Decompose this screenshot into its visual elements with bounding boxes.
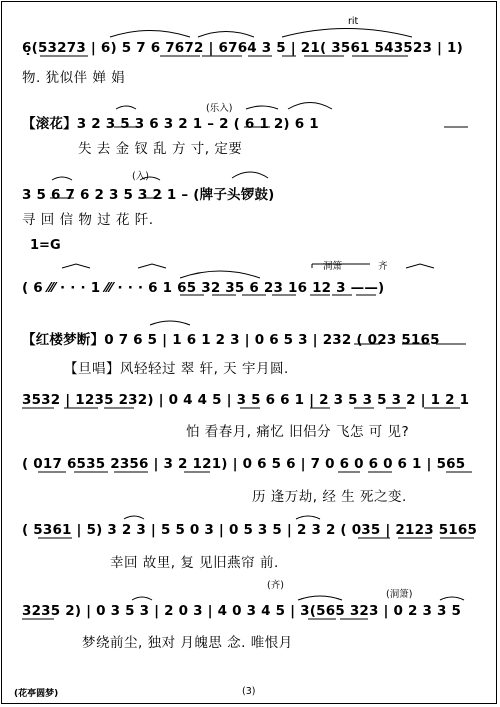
notation-line-5: 【红楼梦断】0 7 6 5 | 1 6 1 2 3 | 0 6 5 3 | 232 ( 023 5165 [22, 332, 440, 348]
slur [440, 597, 464, 600]
notation-line-4: ( 6 ⁄⁄⁄ · · · 1 ⁄⁄⁄ · · · 6 1 65 32 35 6 23 16 12 3 ——) [22, 280, 385, 296]
page-number: (3) [242, 686, 256, 697]
slur [232, 172, 268, 178]
slur [288, 103, 332, 110]
lyrics-line-9: 梦绕前尘, 独对 月魄思 念. 唯恨月 [82, 635, 293, 651]
slur [150, 321, 190, 325]
slur [116, 106, 136, 109]
slur [110, 31, 190, 38]
dongxiao-mark-2: (洞箫) [386, 589, 413, 600]
lyrics-line-7: 历 逢万劫, 经 生 死之变. [252, 489, 407, 505]
rit-mark: rit [348, 16, 359, 27]
crescendo-mark [406, 264, 434, 268]
slur [124, 516, 144, 519]
dongxiao-mark-1: 洞箫 [323, 261, 343, 272]
notation-line-6: 3532 | 1235 232) | 0 4 4 5 | 3 5 6 6 1 | 2 3 5 3 5 3 2 | 1 2 1 [22, 392, 470, 408]
notation-line-1: 6̣(53273 | 6) 5 7 6 7672 | 6764 3 5 | 21( 3561 543523 | 1) [22, 40, 463, 56]
crescendo-mark [138, 264, 166, 268]
slur [298, 596, 342, 600]
slur [246, 106, 278, 109]
lyrics-line-5: 【旦唱】风轻轻过 翠 轩, 天 宇月圆. [64, 361, 289, 377]
slur [180, 271, 260, 278]
lyrics-line-8: 幸回 故里, 复 见旧燕帘 前. [110, 555, 279, 571]
qi-mark-2: (齐) [267, 580, 284, 591]
notation-line-8: ( 5361 | 5) 3 2 3 | 5 5 0 3 | 0 5 3 5 | 2 3 2 ( 035 | 2123 5165 [22, 522, 478, 538]
notation-line-7: ( 017 6535 2356 | 3 2 121) | 0 6 5 6 | 7 0 6 0 6 0 6 1 | 565 [22, 456, 466, 472]
lyrics-line-6: 怕 看春月, 痛忆 旧侣分 飞怎 可 见? [186, 424, 410, 440]
crescendo-mark [62, 264, 90, 268]
ru-mark: (入) [132, 171, 149, 182]
notation-line-2: 【滚花】3 2 3 5 3 6 3 2 1 – 2 ( 6 1 2) 6 1 [22, 116, 319, 132]
slur [282, 29, 412, 38]
lyrics-line-1: 物. 犹似伴 婵 娟 [22, 70, 126, 86]
slur [198, 32, 254, 38]
slur [132, 597, 152, 600]
slur [296, 516, 320, 519]
notation-line-3: 3 5 6 7 6 2 3 5 3 2 1 – (牌子头锣鼓) [22, 187, 275, 203]
notation-line-9: 3235 2) | 0 3 5 3 | 2 0 3 | 4 0 3 4 5 | 3(565 323 | 0 2 3 3 5 [22, 603, 462, 619]
lyrics-line-2: 失 去 金 钗 乱 方 寸, 定要 [78, 141, 243, 157]
qi-mark-1: 齐 [378, 261, 388, 272]
lyrics-line-3: 寻 回 信 物 过 花 阡. [22, 212, 154, 228]
slur [52, 177, 72, 180]
slur [140, 177, 160, 180]
source-title: (花亭圆梦) [14, 689, 59, 699]
key-signature: 1=G [30, 238, 61, 253]
yue-ru-mark: (乐入) [206, 103, 233, 114]
